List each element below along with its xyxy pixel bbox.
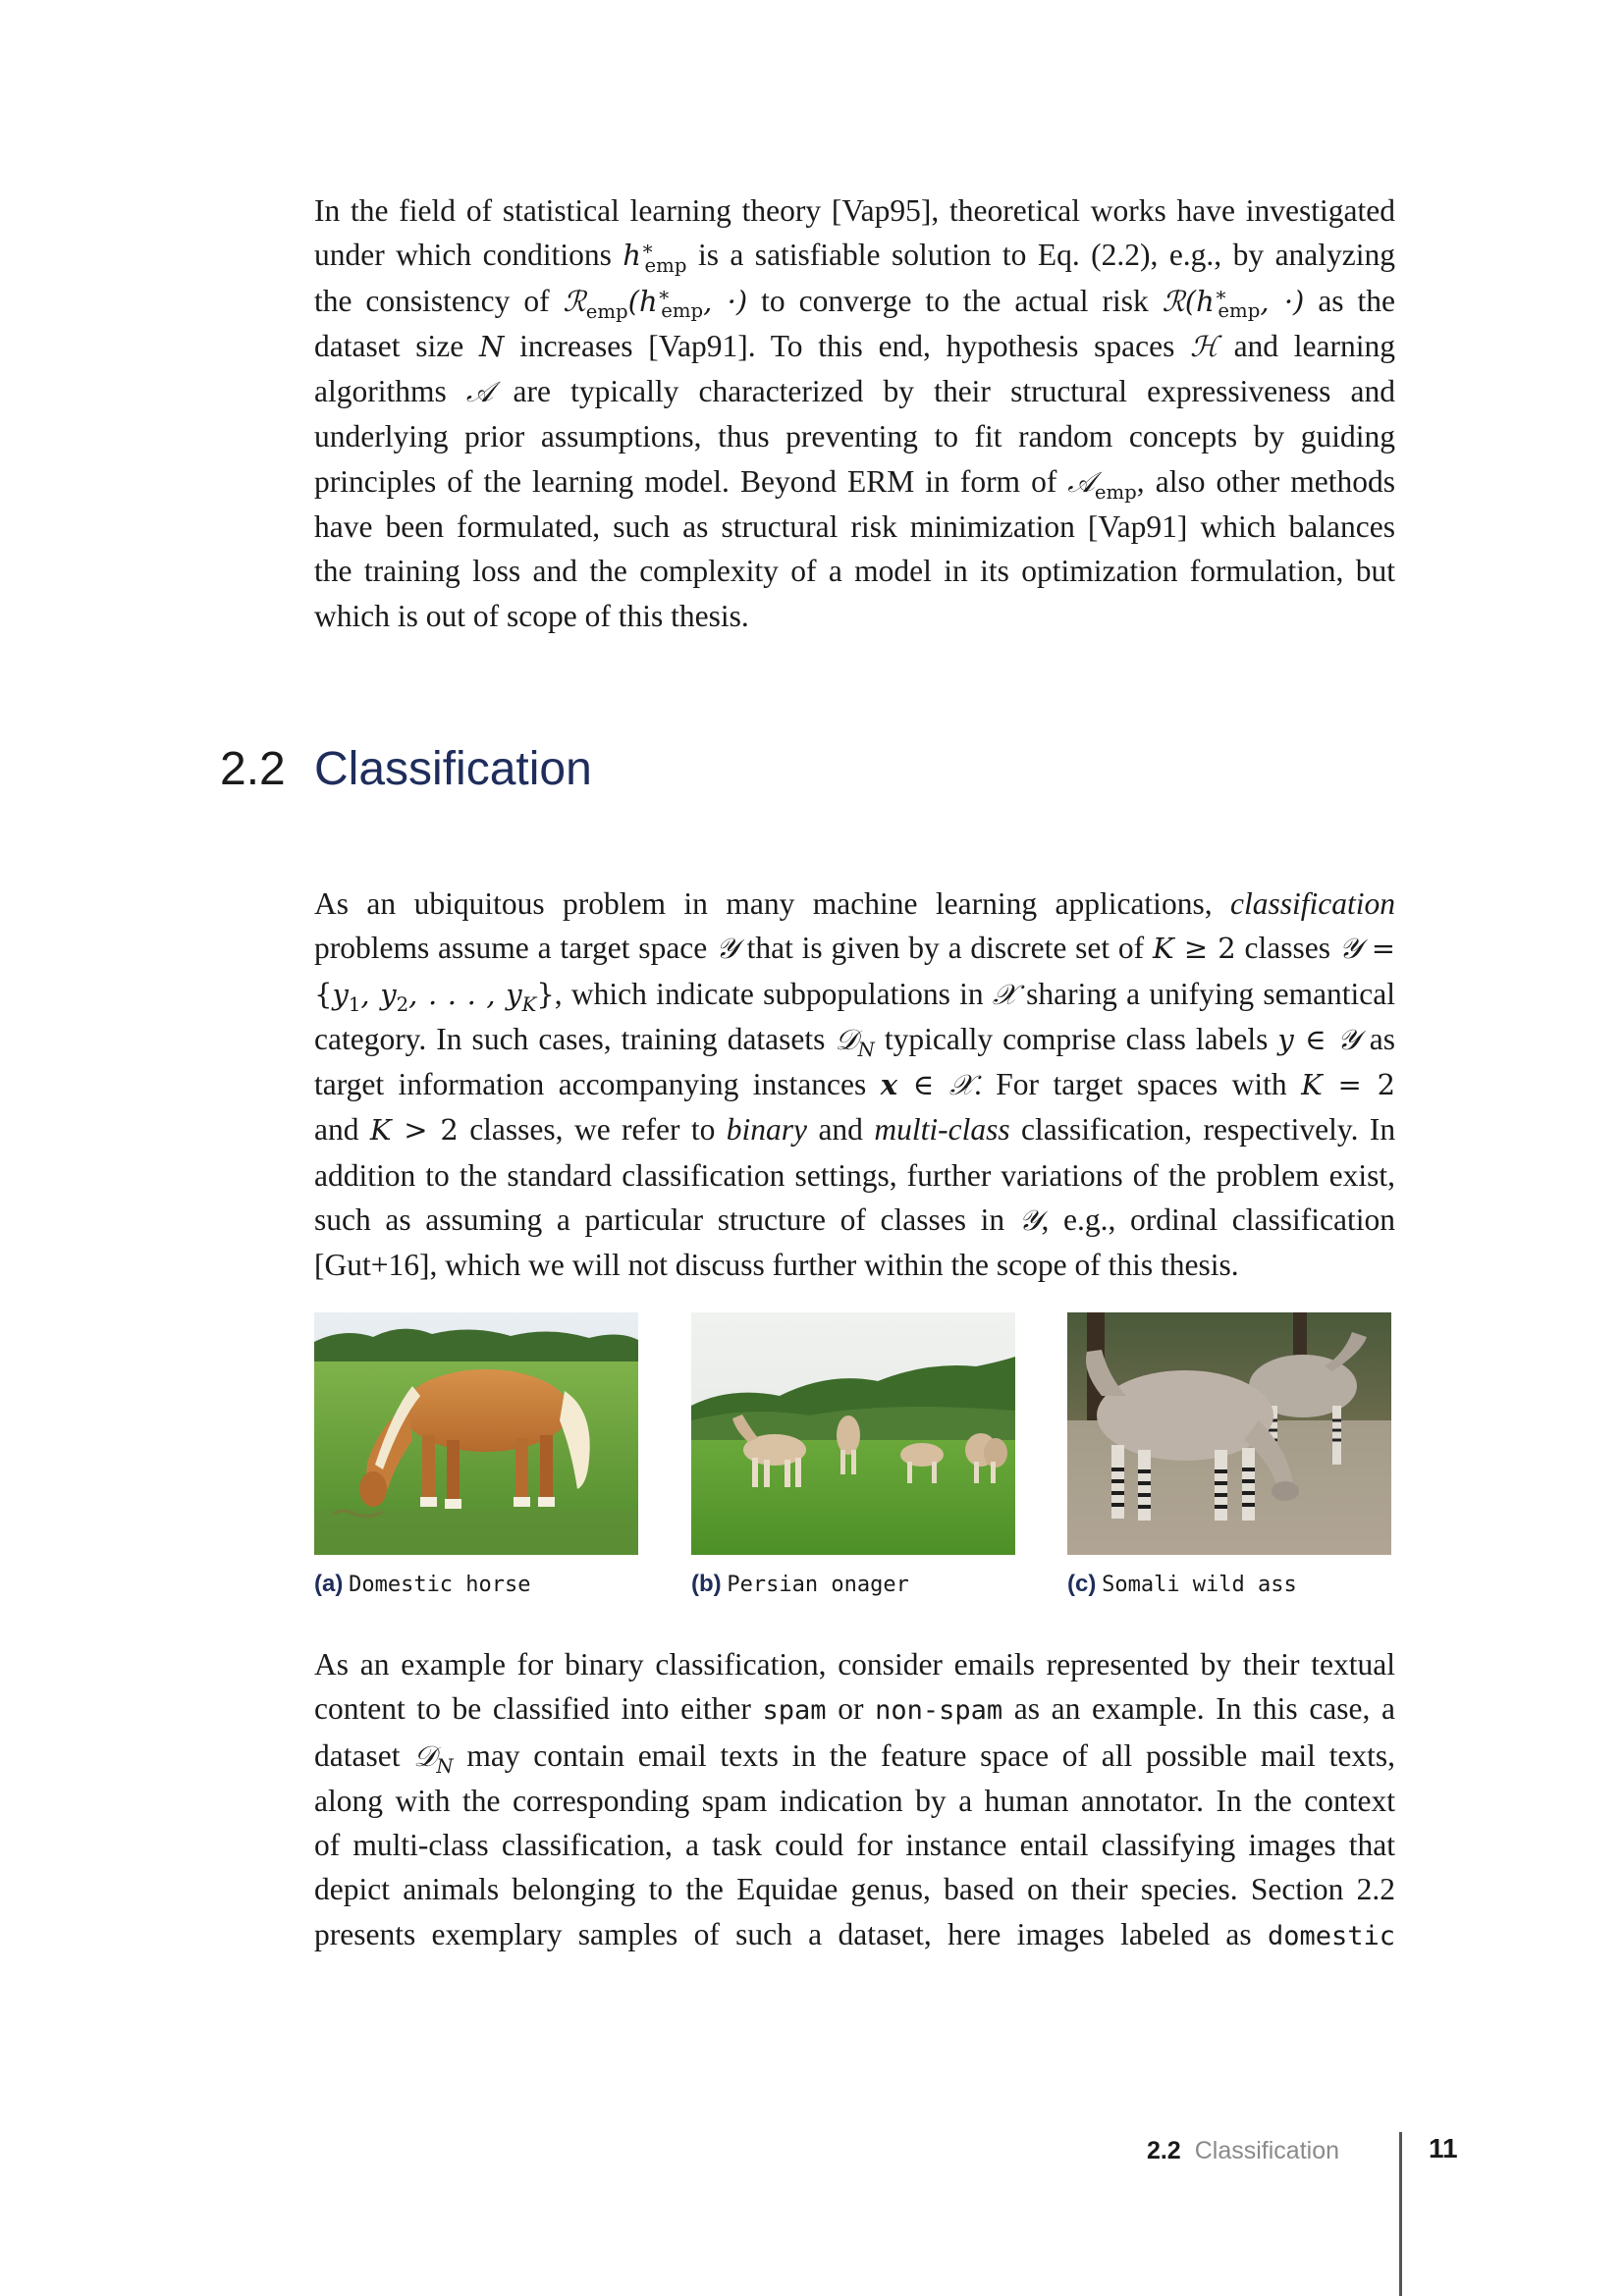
text-line: the training loss and the complexity of a model in its optimization formulation, but — [314, 554, 1395, 589]
text-line: underlying prior assumptions, thus preventing to fit random concepts by guiding — [314, 419, 1395, 454]
figure-persian-onager — [691, 1312, 1015, 1598]
caption-label: (a) — [314, 1571, 344, 1597]
text-line: [Gut+16], which we will not discuss further within the scope of this thesis. — [314, 1248, 1239, 1283]
text-line: target information accompanying instances x ∈ 𝒳. For target spaces with K = 2 — [314, 1067, 1396, 1102]
text-line: As an ubiquitous problem in many machine learning applications, classification — [314, 886, 1395, 921]
text-line: As an example for binary classification, consider emails represented by their textual — [314, 1647, 1395, 1682]
text-line: depict animals belonging to the Equidae genus, based on their species. Section 2.2 — [314, 1872, 1395, 1907]
text-line: such as assuming a particular structure of classes in 𝒴, e.g., ordinal classification — [314, 1202, 1395, 1238]
text-line: addition to the standard classification settings, further variations of the problem exist, — [314, 1157, 1395, 1193]
text-line: and K > 2 classes, we refer to binary and multi-class classification, respectively. In — [314, 1112, 1396, 1148]
caption-text: Domestic horse — [349, 1573, 531, 1597]
text-line: algorithms 𝒜 are typically characterized by their structural expressiveness and — [314, 374, 1396, 409]
somali-wild-ass-photo — [1067, 1312, 1391, 1555]
caption-text: Persian onager — [727, 1573, 909, 1597]
domestic-horse-photo — [314, 1312, 638, 1555]
section-number: 2.2 — [220, 743, 286, 795]
text-line: In the field of statistical learning theory [Vap95], theoretical works have investigated — [314, 193, 1395, 228]
text-line: presents exemplary samples of such a dataset, here images labeled as domestic — [314, 1916, 1396, 1951]
figure-caption — [1067, 1571, 1391, 1598]
paragraph-statistical-learning — [314, 188, 1395, 638]
text-line: content to be classified into either spam or non-spam as an example. In this case, a — [314, 1691, 1396, 1727]
caption-text: Somali wild ass — [1102, 1573, 1297, 1597]
text-line: under which conditions $h^∗_{emp}$ is a satisfiable solution to Eq. (2.2), e.g., by analyzing — [314, 237, 1396, 278]
text-line: have been formulated, such as structural risk minimization [Vap91] which balances — [314, 509, 1395, 545]
footer-section-title: Classification — [1194, 2137, 1339, 2164]
text-line: the consistency of $ℛ_{emp}(h^∗_{emp}$, ·) to converge to the actual risk $ℛ(h^∗_{emp}$, ·) as the — [314, 282, 1396, 323]
figure-somali-wild-ass — [1067, 1312, 1391, 1598]
caption-label: (c) — [1067, 1571, 1097, 1597]
text-line: {$y_1$, $y_2$, . . . , $y_K$}, which indicate subpopulations in 𝒳 sharing a unifying semantical — [314, 976, 1396, 1016]
section-title: Classification — [314, 743, 592, 795]
section-heading — [220, 742, 592, 796]
running-footer — [1147, 2137, 1339, 2165]
text-line: dataset size N increases [Vap91]. To this end, hypothesis spaces ℋ and learning — [314, 328, 1395, 363]
paragraph-examples — [314, 1642, 1395, 1958]
figure-domestic-horse — [314, 1312, 638, 1598]
figure-caption — [691, 1571, 1015, 1598]
text-line: of multi-class classification, a task could for instance entail classifying images that — [314, 1828, 1395, 1863]
text-line: which is out of scope of this thesis. — [314, 598, 749, 633]
text-line: category. In such cases, training datasets 𝒟$_N$ typically comprise class labels y ∈ 𝒴 as — [314, 1021, 1396, 1061]
footer-section-number: 2.2 — [1146, 2137, 1181, 2164]
text-line: problems assume a target space 𝒴 that is given by a discrete set of K ≥ 2 classes 𝒴 = — [314, 931, 1396, 966]
paragraph-classification — [314, 881, 1395, 1288]
footer-rule — [1399, 2132, 1402, 2296]
text-line: principles of the learning model. Beyond ERM in form of 𝒜$_{emp}$, also other methods — [314, 463, 1395, 504]
caption-label: (b) — [691, 1571, 722, 1597]
figure-caption — [314, 1571, 638, 1598]
page-number: 11 — [1429, 2133, 1458, 2163]
text-line: dataset 𝒟$_N$ may contain email texts in the feature space of all possible mail texts, — [314, 1737, 1395, 1778]
text-line: along with the corresponding spam indication by a human annotator. In the context — [314, 1783, 1395, 1818]
persian-onager-photo — [691, 1312, 1015, 1555]
